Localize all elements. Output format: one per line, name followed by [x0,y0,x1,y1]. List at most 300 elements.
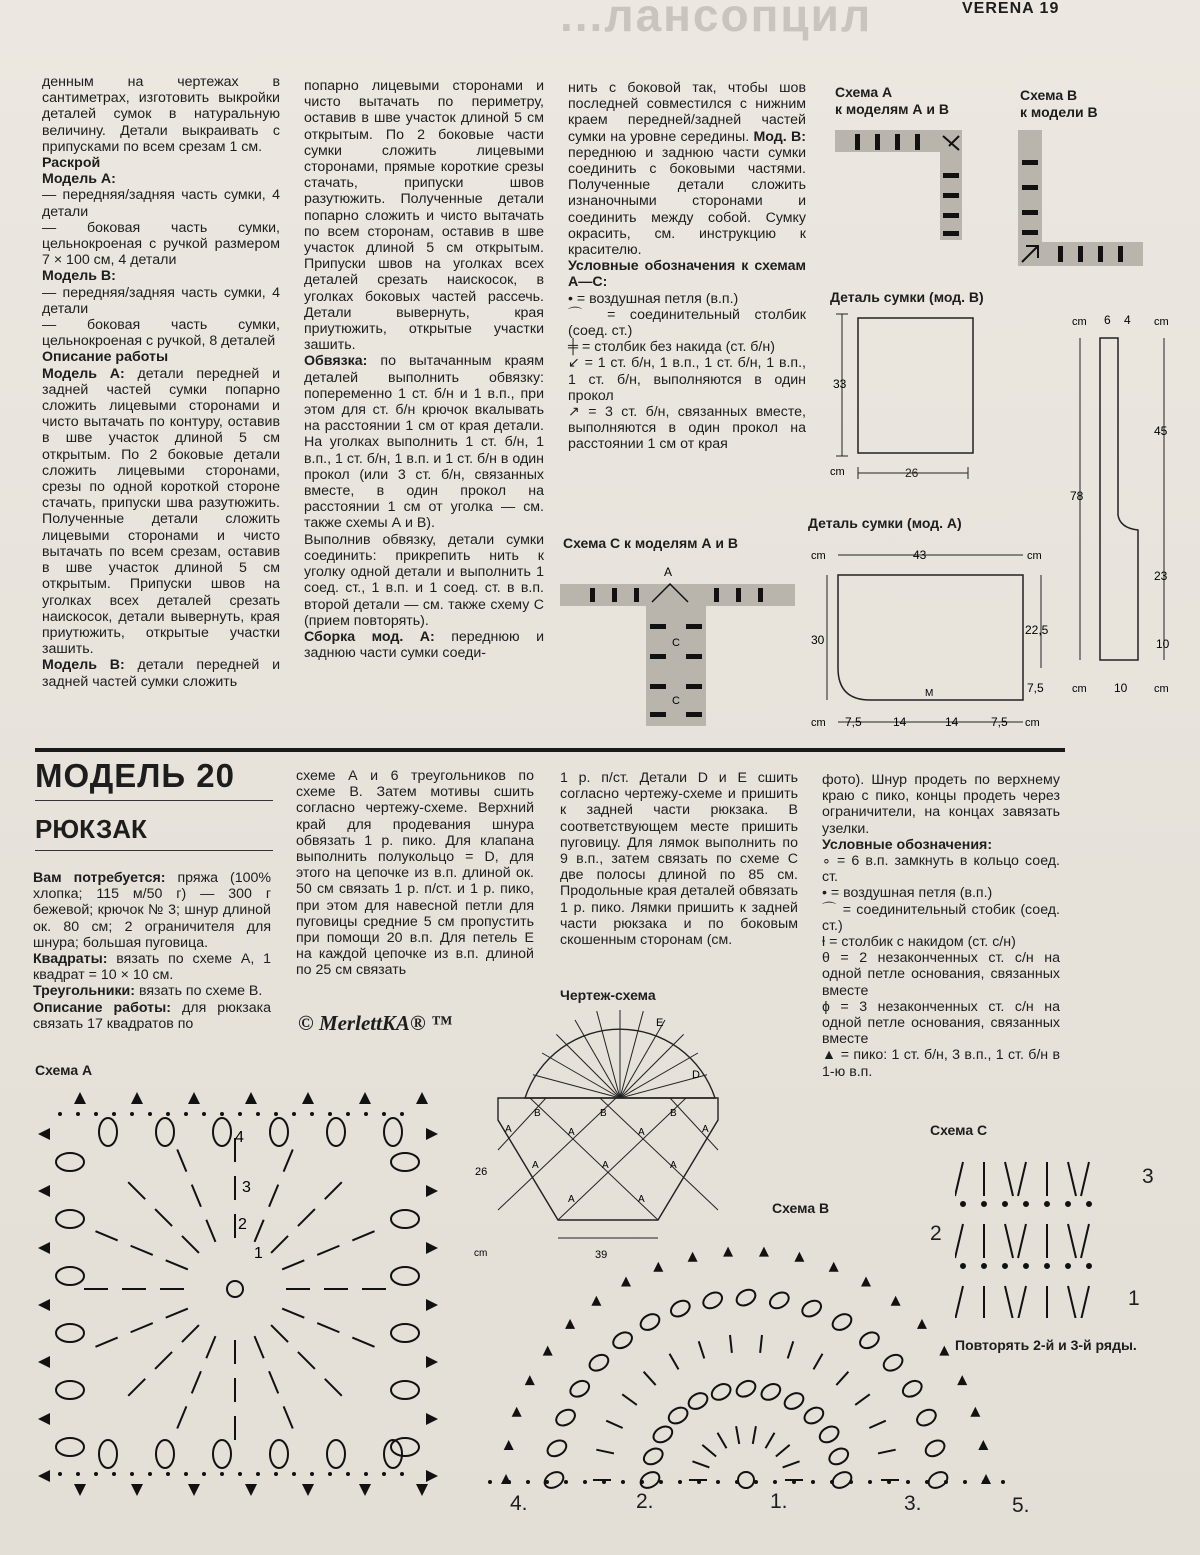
lead: Описание работы: [33,999,171,1016]
chain-dot-icon [716,1480,720,1484]
stitch-icon [836,1372,848,1385]
cluster-icon [99,1118,117,1146]
stitch-icon [788,1341,794,1358]
stitch-icon [753,1426,756,1444]
unit-label: cm [1025,717,1040,729]
paragraph: Выполнив обвязку, детали сумки соединить: прикрепить нить к уголку одной детали и выполнить 1 соед. ст., 1 в.п. и 1 соед. ст. в в.п. второй детали — см. также схему С (прием повторять). [304,531,544,629]
chain-dot-icon [640,1480,644,1484]
scheme-c-mark: C [672,637,680,649]
picot-icon [591,1296,601,1306]
legend-item: ∘ = 6 в.п. замкнуть в кольцо соед. ст. [822,853,1060,886]
picot-icon [794,1252,804,1262]
chain-dot-icon [130,1112,134,1116]
chain-dot-icon [602,1480,606,1484]
legend-item: ↙ = 1 ст. б/н, 1 в.п., 1 ст. б/н, 1 в.п., 1 ст. б/н, выполняются в один прокол [568,355,806,404]
cluster-icon [391,1210,419,1228]
drawing-label: Чертеж-схема [560,987,656,1003]
picot-icon [861,1277,871,1287]
legend-item: • = воздушная петля (в.п.) [822,885,993,902]
stitch-icon [352,1231,374,1240]
picot-icon [426,1128,438,1140]
flap-ray [597,1011,620,1098]
chain-dot-icon [507,1480,511,1484]
stitch-icon [177,1149,186,1171]
lead: Вам потребуется: [33,870,166,886]
detail-a-bottom-1: 7,5 [845,715,862,729]
scheme-a-title: Схема А к моделям А и В [835,84,950,117]
picot-icon [38,1470,50,1482]
stitch-icon [192,1371,201,1393]
top-column-2 [304,78,544,661]
picot-icon [426,1356,438,1368]
chain-dot-icon [274,1472,278,1476]
cluster-icon [213,1440,231,1468]
stitch-icon [596,1450,614,1454]
strap-top-dim: 6 [1104,313,1111,327]
stitch-icon [269,1185,278,1207]
detail-b-outline [858,318,973,453]
picot-icon [426,1299,438,1311]
stitch-icon [1068,1286,1076,1318]
cluster-icon [327,1440,345,1468]
motif-letter: A [638,1127,645,1138]
chain-dot-icon [944,1480,948,1484]
stitch-icon [284,1149,293,1171]
cluster-icon [827,1445,851,1467]
cluster-icon [213,1118,231,1146]
detail-a-bottom-2: 14 [893,715,907,729]
subheading: Условные обозначения: [822,836,993,853]
picot-icon [38,1128,50,1140]
chain-dot-icon [58,1472,62,1476]
list-item: — передняя/задняя часть сумки, 4 детали [42,284,280,317]
stitch-icon [776,1445,790,1457]
picot-icon [38,1356,50,1368]
subtitle-underline [35,850,273,851]
stitch-icon [1018,1286,1026,1318]
picot-icon [188,1092,200,1104]
lead: Обвязка: [304,353,368,370]
detail-a-bottom-3: 14 [945,715,959,729]
stitch-icon [692,1461,709,1467]
stitch-icon [317,1323,339,1332]
detail-a-height: 30 [811,633,825,647]
stitch-icon [352,1338,374,1347]
stitch-icon [206,1220,215,1242]
stitch-icon [95,1231,117,1240]
page-number: 19 [1039,0,1060,17]
lead: Мод. В: [753,128,806,145]
picot-icon [543,1346,553,1356]
picot-icon [621,1277,631,1287]
chain-dot-icon [202,1472,206,1476]
bottom-column-4 [822,772,1060,1080]
cluster-icon [641,1445,665,1467]
flap-ray [620,1053,698,1098]
center-ring-icon [227,1281,243,1297]
row-number: 1 [254,1245,263,1262]
cluster-icon [553,1407,577,1429]
stitch-icon [182,1236,199,1253]
chain-dot-icon [1087,1202,1091,1206]
cluster-icon [56,1267,84,1285]
picot-icon [512,1407,522,1417]
stitch-icon [718,1433,727,1449]
cluster-icon [156,1118,174,1146]
cluster-icon [923,1437,947,1459]
stitch-icon [155,1352,172,1369]
picot-icon [416,1484,428,1496]
chain-dot-icon [166,1112,170,1116]
stitch-icon [269,1371,278,1393]
cluster-icon [270,1118,288,1146]
chain-dot-icon [982,1264,986,1268]
list-item: — передняя/задняя часть сумки, 4 детали [42,187,280,220]
cluster-icon [857,1329,881,1351]
center-ring-icon [738,1472,754,1488]
picot-icon [653,1262,663,1272]
chain-dot-icon [488,1480,492,1484]
magazine-name: VERENA [962,0,1035,17]
stitch-icon [325,1182,342,1199]
chain-dot-icon [659,1480,663,1484]
row-number: 2 [238,1216,247,1233]
picot-icon [426,1470,438,1482]
strap-upper-length: 45 [1154,424,1168,438]
grid-line [498,1098,616,1210]
repeat-note: Повторять 2-й и 3-й ряды. [955,1337,1137,1353]
unit-label: cm [811,717,826,729]
motif-letter: A [702,1124,709,1135]
stitch-icon [271,1325,288,1342]
cluster-icon [830,1469,854,1490]
chain-dot-icon [545,1480,549,1484]
chain-dot-icon [1003,1202,1007,1206]
picot-icon [426,1185,438,1197]
stitch-icon [955,1286,963,1318]
cluster-icon [817,1423,841,1445]
chain-dot-icon [292,1472,296,1476]
legend-item: ↗ = 3 ст. б/н, связанных вместе, выполняются в один прокол на расстоянии 1 см от края [568,404,806,453]
stitch-icon [317,1246,339,1255]
strap-end-length: 10 [1156,637,1170,651]
chain-dot-icon [220,1472,224,1476]
list-item: — боковая часть сумки, цельнокроеная с ручкой, 8 деталей [42,317,280,350]
strap-lower-length: 23 [1154,569,1168,583]
chain-dot-icon [982,1480,986,1484]
motif-letter: A [568,1194,575,1205]
legend-item: ⌒ = соединительный столбик (соед. ст.) [568,306,806,340]
cluster-icon [56,1438,84,1456]
picot-icon [525,1375,535,1385]
chain-dot-icon [678,1480,682,1484]
flap-ray [620,1034,684,1098]
stitch-icon [622,1394,637,1405]
stitch-icon [855,1394,870,1405]
unit-label: cm [1072,316,1087,328]
unit-label: cm [1072,683,1087,695]
stitch-icon [131,1246,153,1255]
ghost-header: ...лансопцил [560,0,873,41]
picot-icon [688,1252,698,1262]
chain-dot-icon [310,1472,314,1476]
stitch-icon [766,1433,775,1449]
picot-icon [759,1247,769,1257]
chain-dot-icon [1066,1202,1070,1206]
crochet-symbols [488,1247,1005,1490]
paragraph: нить с боковой так, чтобы шов последней совместился с нижним краем передней/задней частей сумки на уровне середины. [568,80,806,145]
scheme-a-label: Схема А [35,1062,93,1078]
stitch-icon [298,1352,315,1369]
picot-icon [245,1484,257,1496]
list-item: — боковая часть сумки, цельнокроеная с ручкой размером 7 × 100 см, 4 детали [42,219,280,269]
chain-dot-icon [94,1112,98,1116]
row-number: 5. [1012,1494,1030,1517]
label-e: E [656,1017,664,1029]
chain-dot-icon [1001,1480,1005,1484]
stitch-icon [814,1354,823,1370]
chain-dot-icon [773,1480,777,1484]
paragraph: переднюю и заднюю части сумки соеди- [304,628,545,662]
motif-letter: A [505,1124,512,1135]
cluster-icon [914,1407,938,1429]
cluster-icon [568,1378,592,1400]
stitch-icon [702,1445,716,1457]
scheme-a-square-diagram [30,1084,450,1504]
chain-dot-icon [364,1472,368,1476]
backpack-outline [498,1098,718,1220]
picot-icon [416,1092,428,1104]
motif-letter: A [532,1160,539,1171]
chain-dot-icon [76,1112,80,1116]
scheme-a-band-v [940,130,962,240]
picot-icon [359,1484,371,1496]
detail-a-height-3: 7,5 [1027,681,1044,695]
chain-dot-icon [148,1472,152,1476]
cluster-icon [926,1469,950,1490]
cluster-icon [830,1311,854,1333]
stitch-icon [128,1379,145,1396]
scheme-b-title: Схема В к модели В [1020,87,1098,120]
detail-a-diagram [805,540,1070,735]
stitch-icon [1018,1224,1026,1258]
stitch-icon [282,1260,304,1269]
flap-ray [533,1075,620,1098]
detail-b-height: 33 [833,377,847,391]
stitch-icon [699,1341,705,1358]
chain-dot-icon [400,1112,404,1116]
grid-line [658,1120,718,1220]
unit-label: cm [830,466,845,478]
flap-ray [620,1011,643,1098]
picot-icon [917,1319,927,1329]
stitch-icon [606,1421,622,1428]
motif-letter: B [534,1108,541,1119]
picot-icon [38,1185,50,1197]
stitch-icon [955,1162,963,1196]
chain-dot-icon [961,1202,965,1206]
chain-dot-icon [1003,1264,1007,1268]
chain-dot-icon [564,1480,568,1484]
picot-icon [504,1440,514,1450]
stitch-icon [1068,1162,1076,1196]
picot-icon [957,1375,967,1385]
cluster-icon [881,1352,905,1374]
cluster-icon [900,1378,924,1400]
lead: Квадраты: [33,951,108,968]
chain-dot-icon [346,1472,350,1476]
stitch-icon [736,1426,739,1444]
picot-icon [829,1262,839,1272]
bottom-column-1 [33,870,271,1032]
stitch-icon [298,1209,315,1226]
cluster-icon [759,1381,783,1403]
strap-outline [1100,338,1138,660]
picot-icon [38,1413,50,1425]
picot-icon [426,1413,438,1425]
stitch-icon [177,1406,186,1428]
crochet-symbols [38,1092,438,1496]
chain-dot-icon [526,1480,530,1484]
chain-dot-icon [364,1112,368,1116]
cluster-icon [610,1329,634,1351]
detail-b-title: Деталь сумки (мод. В) [830,289,984,305]
detail-a-title: Деталь сумки (мод. А) [808,515,962,531]
legend-item: ɸ = 3 незаконченных ст. с/н на одной петле основания, связанных вместе [822,998,1060,1048]
row-number: 3 [242,1179,251,1196]
detail-a-height-2: 22,5 [1025,623,1049,637]
chain-dot-icon [166,1472,170,1476]
detail-b-diagram [820,308,1020,488]
chain-dot-icon [887,1480,891,1484]
picot-icon [131,1092,143,1104]
row-number: 3. [904,1492,922,1515]
subheading: Модель В: [42,268,116,285]
model-title: МОДЕЛЬ 20 [35,757,235,794]
grid-line [600,1098,718,1210]
chain-dot-icon [112,1472,116,1476]
detail-b-width: 26 [905,466,919,480]
paragraph: по вытачанным краям деталей выполнить обвязку: попеременно 1 ст. б/н и 1 в.п., при этом для ст. б/н крючок вкалывать на расстоянии 1 см от края детали. На уголках выполнить 1 ст. б/н, 1 в.п., 1 ст. б/н, 1 в.п. и 1 ст. б/н в один прокол (или 3 ст. б/н, связанных вместе, в один прокол на расстоянии 1 см от уголка — см. также схемы А и В). [304,353,544,532]
chain-dot-icon [328,1112,332,1116]
strap-bottom-width: 10 [1114,681,1128,695]
chain-dot-icon [1024,1202,1028,1206]
stitch-icon [644,1372,656,1385]
cluster-icon [545,1437,569,1459]
scheme-c-strap-diagram [955,1148,1115,1318]
paragraph: вязать по схеме А, 1 квадрат = 10 × 10 см. [33,951,271,984]
flap-rays [533,1010,707,1098]
motif-letter: A [638,1194,645,1205]
paragraph: денным на чертежах в сантиметрах, изготовить выкройки деталей сумок в натуральную величину. Детали выкраивать с припусками по всем срезам 1 см. [42,74,280,155]
cluster-icon [156,1440,174,1468]
cluster-icon [638,1469,662,1490]
paragraph: вязать по схеме В. [135,983,263,1000]
row-number: 1. [770,1490,788,1513]
stitch-icon [783,1461,800,1467]
scheme-c-letter: A [664,565,673,579]
stitch-icon [1005,1286,1013,1318]
scheme-a-corner-diagram [835,128,975,248]
cluster-icon [542,1469,566,1490]
paragraph: детали передней и задней частей сумки попарно сложить лицевыми сторонами и чисто вытачать по контуру, оставив в шве участок длиной 5 см открытым. По 2 боковые детали сложить лицевыми сторонами, срезы по одной короткой стороне стачать, припуски шва разутюжить. Полученные детали сложить лицевыми сторонами и чисто вытачать по всем срезам, оставив в шве участок длиной 5 см открытым. Припуски швов на уголках всех деталей срезать наискосок, детали вывернуть, края приутюжить, открытые участки зашить. [42,365,280,658]
picot-icon [245,1092,257,1104]
motif-letter: A [602,1160,609,1171]
chain-dot-icon [328,1472,332,1476]
stitch-icon [670,1354,679,1370]
legend-item: ▲ = пико: 1 ст. б/н, 3 в.п., 1 ст. б/н в 1-ю в.п. [822,1047,1060,1080]
picot-icon [359,1092,371,1104]
chain-dot-icon [346,1112,350,1116]
cluster-icon [327,1118,345,1146]
paragraph: попарно лицевыми сторонами и чисто вытачать по периметру, оставив в шве участок длиной 5 см открытым. По 2 боковые части сумки сложить лицевыми сторонами, прямые короткие срезы стачать, припуски швов разутюжить. Полученные детали попарно сложить и чисто вытачать по всем сторонам, оставив в шве участок длиной 5 см открытым. Припуски швов на уголках всех деталей срезать наискосок, в уголках боковых частей рассечь. Детали вывернуть, края приутюжить, открытые участки зашить. [304,78,544,354]
detail-a-middle-mark: M [925,688,934,699]
chain-dot-icon [906,1480,910,1484]
cluster-icon [56,1381,84,1399]
lead: Модель А: [42,365,125,382]
unit-label: cm [1154,316,1169,328]
subheading: Описание работы [42,349,169,366]
chain-dot-icon [1045,1202,1049,1206]
chain-dot-icon [925,1480,929,1484]
chain-dot-icon [202,1112,206,1116]
picot-icon [978,1440,988,1450]
chain-dot-icon [382,1112,386,1116]
cluster-icon [391,1438,419,1456]
cluster-icon [56,1153,84,1171]
chain-dot-icon [621,1480,625,1484]
row-number: 3 [1142,1165,1154,1188]
motif-letter: A [670,1160,677,1171]
chain-dot-icon [238,1472,242,1476]
unit-label: cm [1154,683,1169,695]
cluster-icon [99,1440,117,1468]
chain-dot-icon [310,1112,314,1116]
stitch-icon [1081,1224,1089,1258]
legend-item: • = воздушная петля (в.п.) [568,290,739,307]
stitch-icon [182,1325,199,1342]
chain-dot-icon [148,1112,152,1116]
chain-dot-icon [792,1480,796,1484]
cluster-icon [734,1378,758,1400]
picot-icon [723,1247,733,1257]
cluster-icon [391,1324,419,1342]
stitch-icon [1068,1224,1076,1258]
unit-label: cm [811,550,826,562]
strap-diagram [1068,310,1180,700]
cluster-icon [767,1289,791,1311]
motif-grid [498,1098,718,1220]
stitch-icon [128,1182,145,1199]
picot-icon [38,1242,50,1254]
cluster-icon [782,1390,806,1412]
stitch-icon [878,1450,896,1454]
stitch-icon [869,1421,885,1428]
chain-dot-icon [982,1202,986,1206]
bottom-column-3 [560,770,798,948]
legend-item: ƚ = столбик с накидом (ст. с/н) [822,934,1016,951]
stitch-icon [730,1335,732,1353]
cluster-icon [700,1289,724,1311]
paragraph: детали передней и задней частей сумки сложить [42,657,280,690]
scheme-b-corner-diagram [1018,130,1148,270]
chain-dot-icon [830,1480,834,1484]
cluster-icon [384,1118,402,1146]
paragraph: переднюю и заднюю части сумки соединить с боковыми частями. Полученные детали сложить изнаночными сторонами и соединить между собой. Сумку окрасить, см. инструкцию к красителю. [568,144,806,259]
picot-icon [970,1407,980,1417]
stitch-icon [166,1309,188,1318]
legend-item: ╪ = столбик без накида (ст. б/н) [568,339,775,356]
